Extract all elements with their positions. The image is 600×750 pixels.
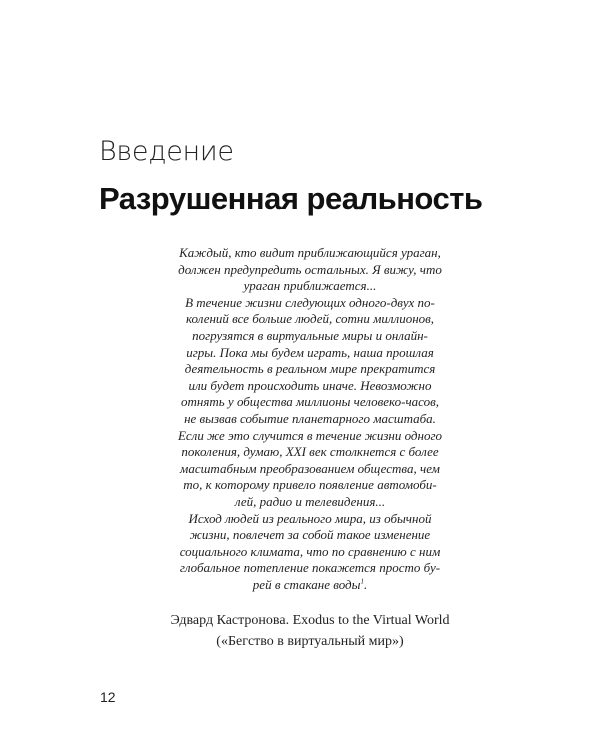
chapter-label: Введение	[99, 136, 234, 167]
epigraph-line: не вызвав событие планетарного масштаба.	[184, 410, 436, 426]
epigraph-line: Каждый, кто видит приближающийся ураган,	[179, 245, 441, 260]
epigraph-line: деятельность в реальном мире прекратится	[184, 361, 436, 377]
epigraph-line: лей, радио и телевидения...	[234, 493, 386, 509]
epigraph-line: Исход людей из реального мира, из обычной	[188, 510, 432, 526]
footnote-marker[interactable]: 1	[360, 577, 364, 586]
epigraph	[150, 245, 470, 593]
epigraph-line: то, к которому привело появление автомоби-	[183, 477, 437, 493]
epigraph-line: отнять у общества миллионы человеко-часов,	[180, 394, 439, 410]
epigraph-line: колений все больше людей, сотни миллионов,	[185, 311, 435, 327]
epigraph-line: поколения, думаю, XXI век столкнется с более	[181, 444, 439, 460]
epigraph-line: Если же это случится в течение жизни одного	[177, 427, 443, 443]
epigraph-line: погрузятся в виртуальные миры и онлайн-	[192, 327, 428, 343]
epigraph-line: В течение жизни следующих одного-двух по-	[185, 294, 435, 310]
epigraph-line: рей в стакане воды$^1$.	[252, 576, 368, 592]
attribution-author-work: Эдвард Кастронова. Exodus to the Virtual World	[170, 613, 450, 628]
epigraph-attribution	[130, 610, 490, 652]
epigraph-line: социального климата, что по сравнению с ним	[179, 543, 441, 559]
page-number: 12	[100, 689, 116, 705]
epigraph-line: масштабным преобразованием общества, чем	[180, 460, 440, 476]
epigraph-line: жизни, повлечет за собой такое изменение	[189, 527, 431, 543]
attribution-translation: («Бегство в виртуальный мир»)	[216, 634, 404, 649]
epigraph-line: игры. Пока мы будем играть, наша прошлая	[186, 344, 434, 360]
epigraph-line: должен предупредить остальных. Я вижу, что	[178, 261, 442, 277]
epigraph-line: или будет происходить иначе. Невозможно	[188, 377, 432, 393]
chapter-title: Разрушенная реальность	[99, 181, 483, 216]
epigraph-line: глобальное потепление покажется просто бу-	[179, 560, 441, 576]
epigraph-line: ураган приближается...	[243, 278, 377, 294]
